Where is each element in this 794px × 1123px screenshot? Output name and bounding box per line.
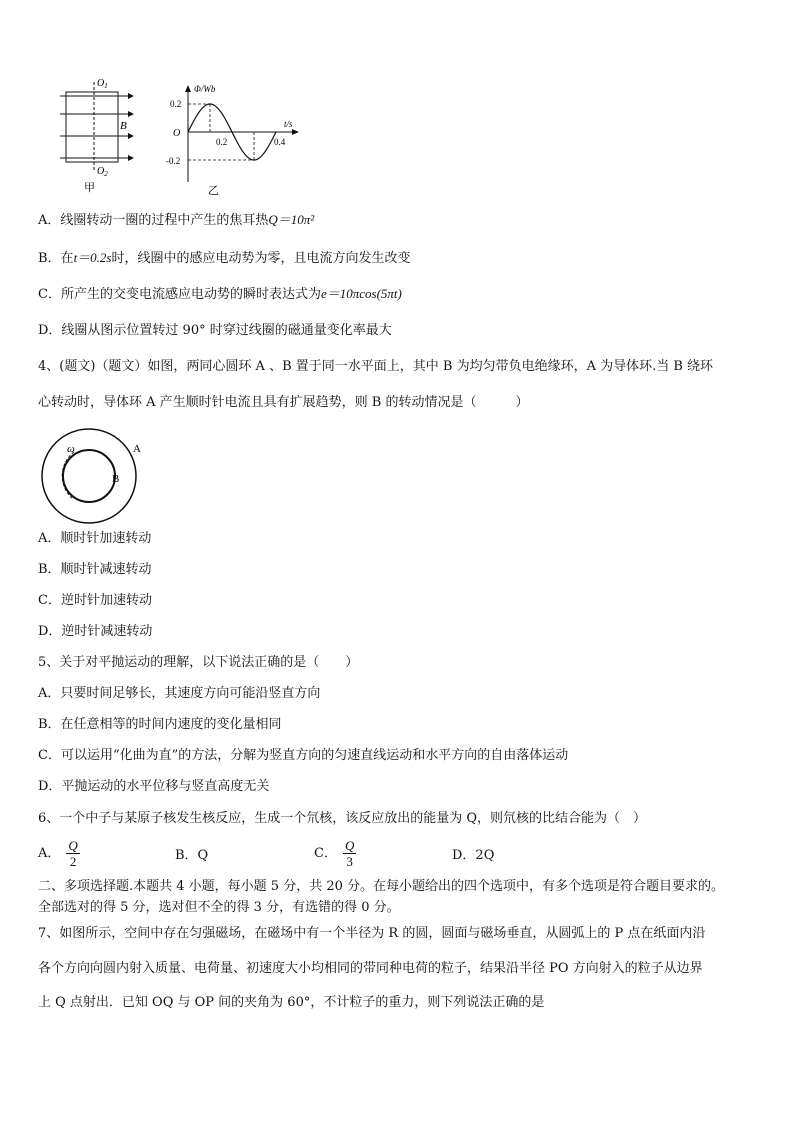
q4-stem-line2: 心转动时，导体环 A 产生顺时针电流且具有扩展趋势，则 B 的转动情况是（ ） [38, 395, 529, 410]
q6-stem: 6、一个中子与某原子核发生核反应，生成一个氘核，该反应放出的能量为 Q，则氘核的比结合能为（ ） [38, 811, 647, 826]
axis-label-phi: Φ/Wb [194, 84, 216, 94]
tick-y-pos: 0.2 [170, 99, 182, 109]
q3-option-d: D．线圈从图示位置转过 90° 时穿过线圈的磁通量变化率最大 [38, 323, 392, 338]
label-b: B [120, 120, 127, 132]
label-ring-a: A [133, 443, 141, 455]
q4-option-a: A．顺时针加速转动 [38, 531, 152, 546]
origin-label: O [173, 128, 181, 139]
q3-option-c: C．所产生的交变电流感应电动势的瞬时表达式为e＝10πcos(5πt) [38, 286, 402, 302]
q6-option-d: D．2Q [452, 848, 495, 863]
q4-option-c: C．逆时针加速转动 [38, 593, 152, 608]
q6-option-c: C． $\frac{Q}{3}$ [314, 838, 355, 869]
q5-option-b: B．在任意相等的时间内速度的变化量相同 [38, 717, 282, 732]
section2-heading-line2: 全部选对的得 5 分，选对但不全的得 3 分，有选错的得 0 分。 [38, 900, 400, 915]
ring-a [42, 429, 136, 523]
label-o1: $O_1$ [97, 78, 108, 90]
q6-option-a: A． $\frac{Q}{2}$ [38, 838, 78, 869]
caption-yi: 乙 [208, 185, 219, 197]
caption-jia: 甲 [84, 182, 95, 194]
q5-option-c: C．可以运用“化曲为直”的方法，分解为竖直方向的匀速直线运动和水平方向的自由落体运动 [38, 748, 569, 763]
axis-label-t: t/s [284, 119, 293, 129]
q4-option-d: D．逆时针减速转动 [38, 624, 153, 639]
ring-b [63, 450, 115, 502]
coil-rect [66, 92, 118, 162]
q7-stem-line3: 上 Q 点射出．已知 OQ 与 OP 间的夹角为 60°，不计粒子的重力，则下列说法正确的是 [38, 995, 545, 1010]
tick-y-neg: -0.2 [166, 156, 181, 166]
q5-option-d: D．平抛运动的水平位移与竖直高度无关 [38, 779, 270, 794]
tick-x-1: 0.2 [216, 137, 228, 147]
q5-stem: 5、关于对平抛运动的理解，以下说法正确的是（ ） [38, 655, 359, 670]
label-omega: ω [67, 443, 75, 455]
section2-heading-line1: 二、多项选择题.本题共 4 小题，每小题 5 分，共 20 分。在每小题给出的四个选项中，有多个选项是符合题目要求的。 [38, 879, 725, 894]
figure-jia-coil-in-field [56, 74, 146, 196]
q3-option-b: B．在t＝0.2s时，线圈中的感应电动势为零，且电流方向发生改变 [38, 250, 411, 266]
tick-x-2: 0.4 [274, 137, 286, 147]
q6-option-b: B．Q [175, 848, 209, 863]
q4-stem-line1: 4、(题文)（题文）如图，两同心圆环 A 、B 置于同一水平面上，其中 B 为均匀带负电绝缘环，A 为导体环.当 B 绕环 [38, 359, 714, 374]
figure-concentric-rings [36, 428, 148, 524]
q5-option-a: A．只要时间足够长，其速度方向可能沿竖直方向 [38, 686, 321, 701]
q3-option-a: A．线圈转动一圈的过程中产生的焦耳热Q＝10π² [38, 212, 315, 228]
label-ring-b: B [112, 473, 120, 485]
figure-yi-flux-graph [164, 82, 304, 198]
label-o2: $O_2$ [97, 166, 108, 178]
q4-option-b: B．顺时针减速转动 [38, 562, 152, 577]
q7-stem-line2: 各个方向向圆内射入质量、电荷量、初速度大小均相同的带同种电荷的粒子，结果沿半径 PO 方向射入的粒子从边界 [38, 961, 703, 976]
q7-stem-line1: 7、如图所示，空间中存在匀强磁场，在磁场中有一个半径为 R 的圆，圆面与磁场垂直，从圆弧上的 P 点在纸面内沿 [38, 926, 706, 941]
